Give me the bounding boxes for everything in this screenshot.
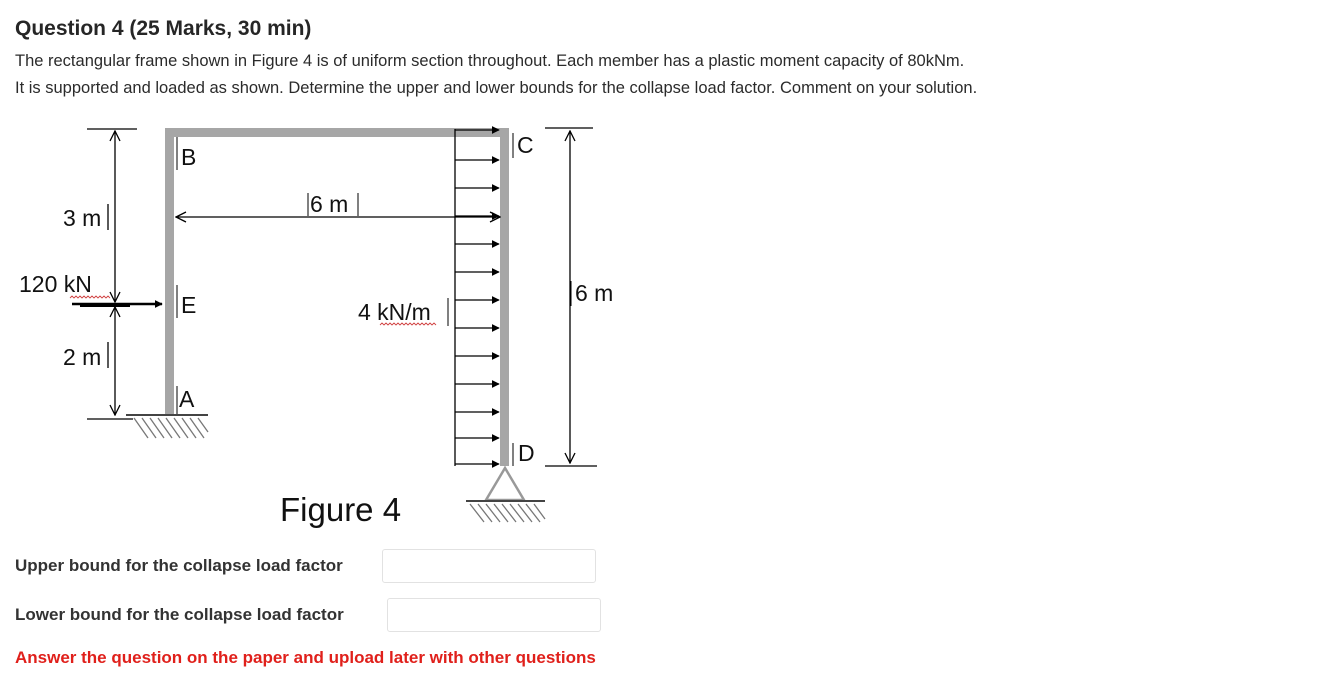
- distributed-load: [455, 129, 499, 466]
- frame: [165, 128, 509, 466]
- dimension-label-span: 6 m: [310, 191, 349, 217]
- figure-caption: Figure 4: [280, 491, 402, 528]
- node-label-C: C: [517, 132, 534, 158]
- question-text-line-2: It is supported and loaded as shown. Determine the upper and lower bounds for the collapse load factor. Comment on your solution.: [15, 79, 978, 97]
- lower-bound-label: Lower bound for the collapse load factor: [15, 605, 344, 624]
- left-column-AB: [165, 128, 174, 414]
- node-label-B: B: [181, 144, 197, 170]
- node-label-E: E: [181, 292, 197, 318]
- dimension-label-right-height: 6 m: [575, 280, 614, 306]
- lower-bound-input[interactable]: [387, 598, 601, 632]
- dimension-label-left-lower: 2 m: [63, 344, 102, 370]
- distributed-load-label: 4 kN/m: [358, 299, 431, 325]
- upper-bound-label: Upper bound for the collapse load factor: [15, 556, 343, 575]
- instruction-note: Answer the question on the paper and upload later with other questions: [15, 648, 596, 667]
- dimension-label-left-upper: 3 m: [63, 205, 102, 231]
- point-load-label: 120 kN: [19, 271, 92, 297]
- node-label-D: D: [518, 440, 535, 466]
- question-title: Question 4 (25 Marks, 30 min): [15, 17, 312, 40]
- right-column-CD: [500, 128, 509, 466]
- question-text-line-1: The rectangular frame shown in Figure 4 is of uniform section throughout. Each member has a plastic moment capacity of 80kNm.: [15, 52, 965, 70]
- node-label-A: A: [179, 386, 195, 412]
- pin-support-D: [466, 468, 545, 522]
- upper-bound-input[interactable]: [382, 549, 596, 583]
- fixed-support-A: [126, 415, 208, 438]
